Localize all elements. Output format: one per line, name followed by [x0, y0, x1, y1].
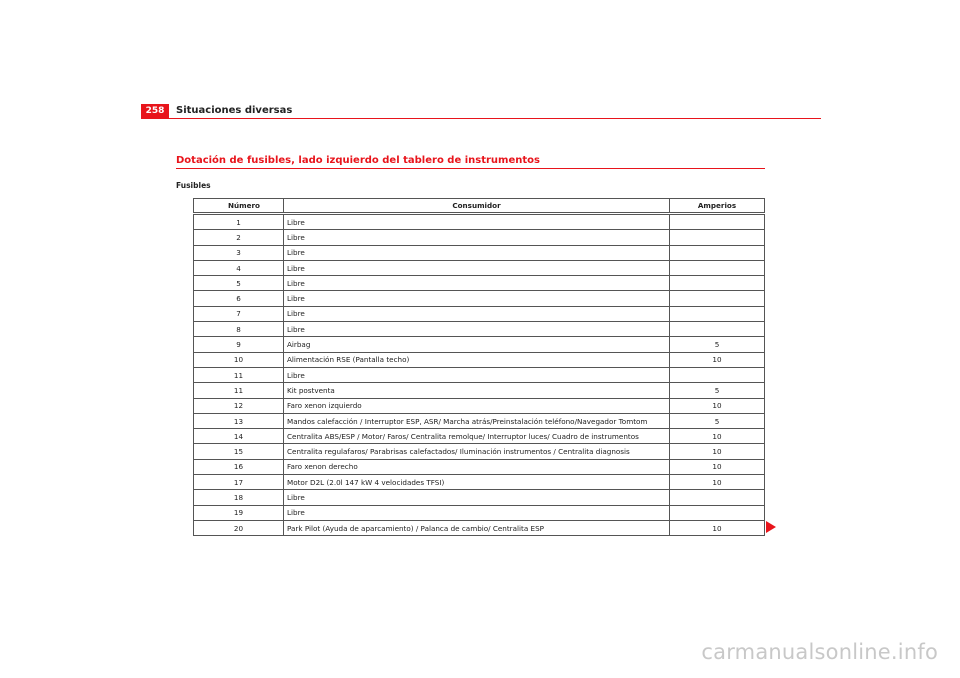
table-row [194, 352, 765, 367]
table-row [194, 214, 765, 230]
amperage-cell [670, 276, 765, 291]
consumer-cell: Motor D2L (2.0l 147 kW 4 velocidades TFSI) [284, 475, 670, 490]
consumer-cell: Libre [284, 276, 670, 291]
table-row [194, 429, 765, 444]
watermark: carmanualsonline.info [701, 640, 938, 664]
table-row [194, 413, 765, 428]
consumer-cell: Libre [284, 306, 670, 321]
fuse-number-cell: 6 [194, 291, 284, 306]
page-number: 258 [141, 104, 169, 118]
consumer-cell: Park Pilot (Ayuda de aparcamiento) / Palanca de cambio/ Centralita ESP [284, 520, 670, 535]
amperage-cell: 10 [670, 459, 765, 474]
fuse-number-cell: 11 [194, 367, 284, 382]
fuse-table [193, 198, 765, 536]
amperage-cell [670, 291, 765, 306]
fuse-number-cell: 12 [194, 398, 284, 413]
fuse-number-cell: 18 [194, 490, 284, 505]
table-row [194, 306, 765, 321]
table-body [194, 214, 765, 536]
amperage-cell [670, 367, 765, 382]
consumer-cell: Faro xenon izquierdo [284, 398, 670, 413]
table-row [194, 490, 765, 505]
subsection-label: Fusibles [176, 181, 211, 190]
fuse-number-cell: 2 [194, 230, 284, 245]
consumer-cell: Centralita regulafaros/ Parabrisas calefactados/ Iluminación instrumentos / Centralita diagnosis [284, 444, 670, 459]
amperage-cell: 10 [670, 475, 765, 490]
amperage-cell: 10 [670, 444, 765, 459]
fuse-number-cell: 13 [194, 413, 284, 428]
header-rule [141, 118, 821, 119]
column-header-amperios: Amperios [670, 199, 765, 214]
section-title: Dotación de fusibles, lado izquierdo del tablero de instrumentos [176, 155, 540, 166]
amperage-cell: 10 [670, 398, 765, 413]
header-title: Situaciones diversas [176, 105, 293, 116]
table-row [194, 230, 765, 245]
table-row [194, 520, 765, 535]
fuse-number-cell: 3 [194, 245, 284, 260]
fuse-number-cell: 20 [194, 520, 284, 535]
section-rule [176, 168, 765, 169]
amperage-cell [670, 306, 765, 321]
amperage-cell: 5 [670, 383, 765, 398]
amperage-cell: 5 [670, 337, 765, 352]
fuse-number-cell: 11 [194, 383, 284, 398]
consumer-cell: Faro xenon derecho [284, 459, 670, 474]
consumer-cell: Libre [284, 505, 670, 520]
table-row [194, 276, 765, 291]
amperage-cell: 10 [670, 520, 765, 535]
continue-arrow-icon [766, 521, 776, 533]
table-row [194, 260, 765, 275]
consumer-cell: Libre [284, 245, 670, 260]
consumer-cell: Libre [284, 230, 670, 245]
consumer-cell: Airbag [284, 337, 670, 352]
amperage-cell [670, 322, 765, 337]
amperage-cell [670, 490, 765, 505]
consumer-cell: Libre [284, 291, 670, 306]
table-row [194, 291, 765, 306]
fuse-number-cell: 16 [194, 459, 284, 474]
fuse-number-cell: 8 [194, 322, 284, 337]
amperage-cell [670, 245, 765, 260]
table-row [194, 459, 765, 474]
amperage-cell: 10 [670, 352, 765, 367]
table-row [194, 475, 765, 490]
fuse-number-cell: 5 [194, 276, 284, 291]
table-row [194, 505, 765, 520]
fuse-number-cell: 7 [194, 306, 284, 321]
consumer-cell: Libre [284, 322, 670, 337]
fuse-number-cell: 19 [194, 505, 284, 520]
consumer-cell: Alimentación RSE (Pantalla techo) [284, 352, 670, 367]
consumer-cell: Mandos calefacción / Interruptor ESP, ASR/ Marcha atrás/Preinstalación teléfono/Navegador Tomtom [284, 413, 670, 428]
fuse-number-cell: 4 [194, 260, 284, 275]
amperage-cell: 5 [670, 413, 765, 428]
table-header-row [194, 199, 765, 214]
amperage-cell [670, 260, 765, 275]
fuse-number-cell: 1 [194, 214, 284, 230]
table-row [194, 383, 765, 398]
consumer-cell: Centralita ABS/ESP / Motor/ Faros/ Centralita remolque/ Interruptor luces/ Cuadro de instrumentos [284, 429, 670, 444]
consumer-cell: Libre [284, 214, 670, 230]
column-header-consumidor: Consumidor [284, 199, 670, 214]
consumer-cell: Kit postventa [284, 383, 670, 398]
table-row [194, 444, 765, 459]
consumer-cell: Libre [284, 490, 670, 505]
table-row [194, 337, 765, 352]
amperage-cell: 10 [670, 429, 765, 444]
fuse-number-cell: 14 [194, 429, 284, 444]
fuse-number-cell: 9 [194, 337, 284, 352]
amperage-cell [670, 214, 765, 230]
consumer-cell: Libre [284, 260, 670, 275]
fuse-number-cell: 15 [194, 444, 284, 459]
amperage-cell [670, 505, 765, 520]
table-row [194, 398, 765, 413]
table-row [194, 322, 765, 337]
consumer-cell: Libre [284, 367, 670, 382]
table-row [194, 367, 765, 382]
fuse-number-cell: 17 [194, 475, 284, 490]
fuse-number-cell: 10 [194, 352, 284, 367]
amperage-cell [670, 230, 765, 245]
column-header-numero: Número [194, 199, 284, 214]
table-row [194, 245, 765, 260]
